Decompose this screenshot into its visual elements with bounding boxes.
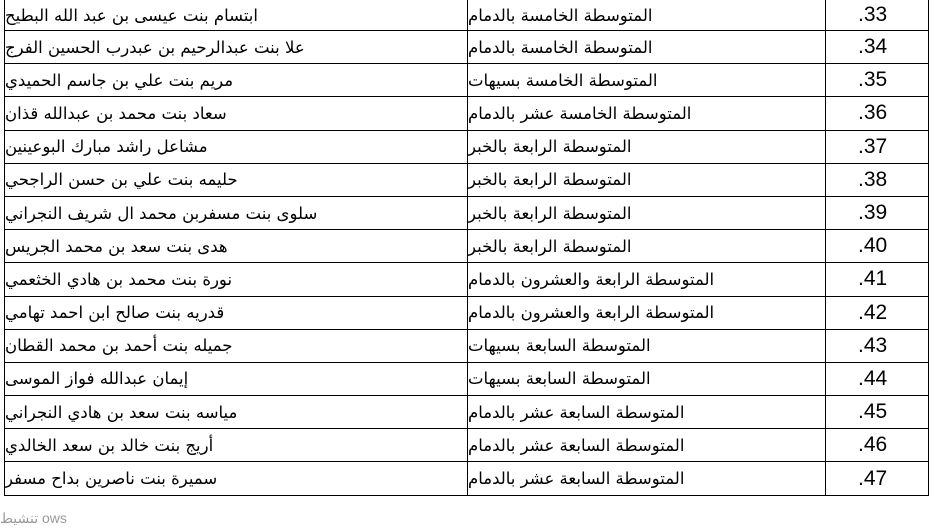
row-number: .43 bbox=[858, 333, 888, 357]
name-cell: سعاد بنت محمد بن عبدالله قذان bbox=[5, 97, 468, 129]
activation-watermark: تنشيط ows bbox=[0, 510, 67, 526]
school-cell: المتوسطة السابعة عشر بالدمام bbox=[468, 396, 826, 428]
row-number: .39 bbox=[858, 201, 888, 225]
row-number: .42 bbox=[858, 300, 888, 324]
school-cell: المتوسطة السابعة عشر بالدمام bbox=[468, 429, 826, 461]
school-cell: المتوسطة الخامسة بسيهات bbox=[468, 64, 826, 96]
name-cell: أريج بنت خالد بن سعد الخالدي bbox=[5, 429, 468, 461]
name-cell: ابتسام بنت عيسى بن عبد الله البطيح bbox=[5, 0, 468, 30]
row-number: .40 bbox=[858, 234, 888, 258]
table-row bbox=[5, 197, 928, 230]
table-row bbox=[5, 429, 928, 462]
school-cell: المتوسطة الرابعة بالخبر bbox=[468, 131, 826, 163]
name-cell: مشاعل راشد مبارك البوعينين bbox=[5, 131, 468, 163]
name-cell: مياسه بنت سعد بن هادي النجراني bbox=[5, 396, 468, 428]
school-cell: المتوسطة الرابعة والعشرون بالدمام bbox=[468, 263, 826, 295]
school-cell: المتوسطة الرابعة والعشرون بالدمام bbox=[468, 297, 826, 329]
table-row bbox=[5, 131, 928, 164]
table-row bbox=[5, 396, 928, 429]
school-cell: المتوسطة الرابعة بالخبر bbox=[468, 197, 826, 229]
name-cell: هدى بنت سعد بن محمد الجريس bbox=[5, 230, 468, 262]
name-cell: سميرة بنت ناصرين بداح مسفر bbox=[5, 462, 468, 494]
table-row bbox=[5, 0, 928, 31]
table-row bbox=[5, 330, 928, 363]
names-table bbox=[4, 0, 929, 496]
row-number: .37 bbox=[858, 134, 888, 158]
school-cell: المتوسطة الرابعة بالخبر bbox=[468, 164, 826, 196]
row-number: .41 bbox=[858, 267, 888, 291]
row-number: .33 bbox=[858, 3, 888, 26]
name-cell: مريم بنت علي بن جاسم الحميدي bbox=[5, 64, 468, 96]
name-cell: علا بنت عبدالرحيم بن عبدرب الحسين الفرج bbox=[5, 31, 468, 63]
row-number: .45 bbox=[858, 400, 888, 424]
name-cell: قدريه بنت صالح ابن احمد تهامي bbox=[5, 297, 468, 329]
table-row bbox=[5, 164, 928, 197]
row-number: .36 bbox=[858, 101, 888, 125]
row-number: .34 bbox=[858, 35, 888, 59]
table-row bbox=[5, 263, 928, 296]
name-cell: سلوى بنت مسفربن محمد ال شريف النجراني bbox=[5, 197, 468, 229]
table-row bbox=[5, 230, 928, 263]
row-number: .38 bbox=[858, 167, 888, 191]
row-number: .44 bbox=[858, 366, 888, 390]
table-row bbox=[5, 363, 928, 396]
school-cell: المتوسطة السابعة عشر بالدمام bbox=[468, 462, 826, 494]
name-cell: نورة بنت محمد بن هادي الخثعمي bbox=[5, 263, 468, 295]
row-number: .46 bbox=[858, 433, 888, 457]
table-row bbox=[5, 297, 928, 330]
table-row bbox=[5, 31, 928, 64]
school-cell: المتوسطة السابعة بسيهات bbox=[468, 363, 826, 395]
table-row bbox=[5, 64, 928, 97]
school-cell: المتوسطة السابعة بسيهات bbox=[468, 330, 826, 362]
school-cell: المتوسطة الخامسة بالدمام bbox=[468, 31, 826, 63]
row-number: .47 bbox=[858, 466, 888, 490]
school-cell: المتوسطة الخامسة بالدمام bbox=[468, 0, 826, 30]
name-cell: إيمان عبدالله فواز الموسى bbox=[5, 363, 468, 395]
table-row bbox=[5, 97, 928, 130]
name-cell: حليمه بنت علي بن حسن الراجحي bbox=[5, 164, 468, 196]
table-row bbox=[5, 462, 928, 495]
name-cell: جميله بنت أحمد بن محمد القطان bbox=[5, 330, 468, 362]
row-number: .35 bbox=[858, 68, 888, 92]
school-cell: المتوسطة الخامسة عشر بالدمام bbox=[468, 97, 826, 129]
school-cell: المتوسطة الرابعة بالخبر bbox=[468, 230, 826, 262]
